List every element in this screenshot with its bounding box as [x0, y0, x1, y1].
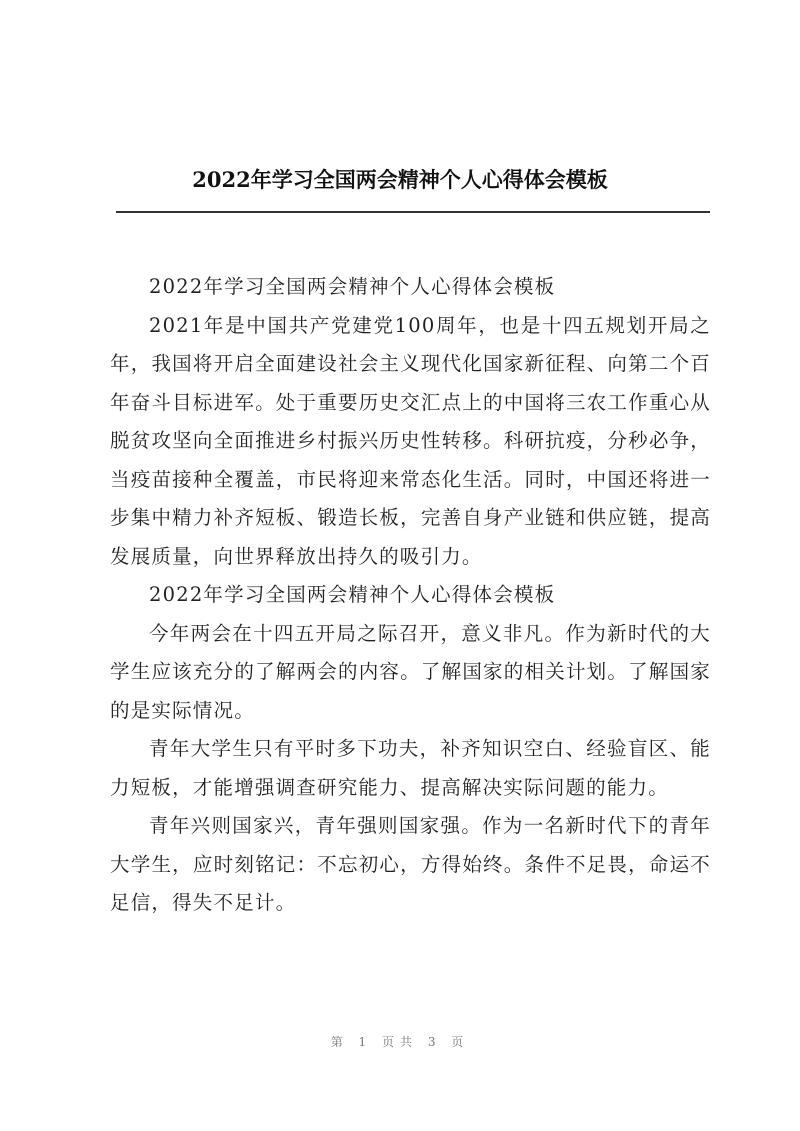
paragraph-heading-2: 2022年学习全国两会精神个人心得体会模板	[149, 583, 556, 606]
paragraph-students: 今年两会在十四五开局之际召开，意义非凡。作为新时代的大学生应该充分的了解两会的内容。了解国家的相关计划。了解国家的是实际情况。	[110, 621, 711, 722]
page-number-footer: 第 1 页共 3 页	[330, 1035, 470, 1049]
paragraph-youth: 青年兴则国家兴，青年强则国家强。作为一名新时代下的青年大学生，应时刻铭记：不忘初心，方得始终。条件不足畏，命运不足信，得失不足计。	[110, 814, 711, 914]
document-body	[110, 268, 711, 923]
paragraph-effort: 青年大学生只有平时多下功夫，补齐知识空白、经验盲区、能力短板，才能增强调查研究能力、提高解决实际问题的能力。	[110, 737, 711, 799]
paragraph-heading-1: 2022年学习全国两会精神个人心得体会模板	[149, 275, 556, 298]
title-divider	[116, 211, 710, 213]
paragraph-intro: 2021年是中国共产党建党100周年，也是十四五规划开局之年，我国将开启全面建设社会主义现代化国家新征程、向第二个百年奋斗目标进军。处于重要历史交汇点上的中国将三农工作重心从脱贫攻坚向全面推进乡村振兴历史性转移。科研抗疫，分秒必争，当疫苗接种全覆盖，市民将迎来常态化生活。同时，中国还将进一步集中精力补齐短板、锻造长板，完善自身产业链和供应链，提高发展质量，向世界释放出持久的吸引力。	[110, 313, 711, 568]
page-title: 2022年学习全国两会精神个人心得体会模板	[192, 167, 608, 192]
